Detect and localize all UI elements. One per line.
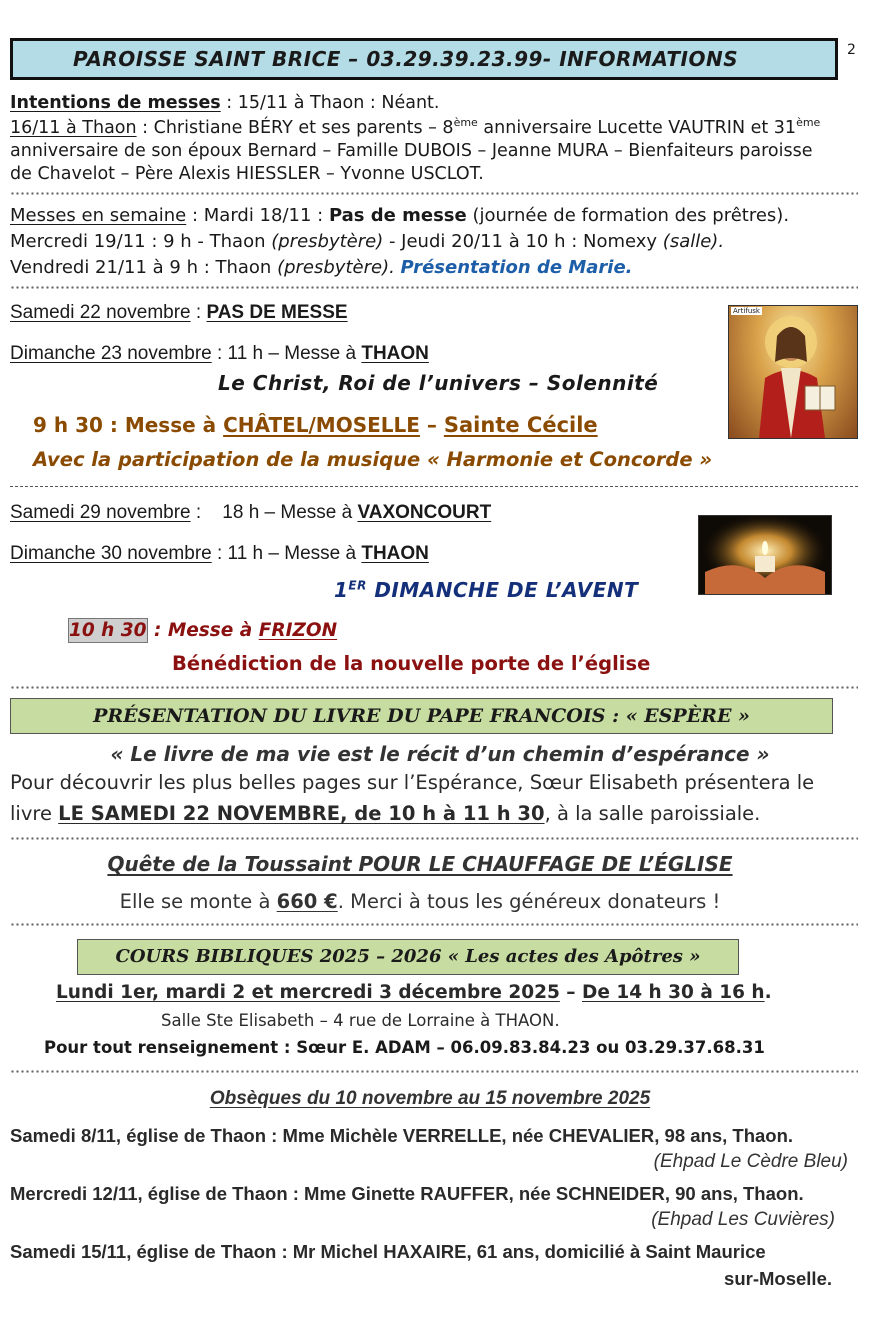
intentions-line3: anniversaire de son époux Bernard – Famille DUBOIS – Jeanne MURA – Bienfaiteurs paroisse [10,141,813,161]
chatel-place: CHÂTEL/MOSELLE [223,413,420,437]
chatel-text: 9 h 30 : Messe à [33,413,224,437]
obseques-item-3-sub: sur-Moselle. [724,1268,832,1289]
sup-eme-1: ème [453,116,478,129]
week2-saturday [10,502,491,524]
week1-sat-label: Samedi 22 novembre [10,302,191,323]
semaine-line2 [10,231,724,252]
intentions-text-b: anniversaire Lucette VAUTRIN et 31 [477,117,797,138]
semaine-l2c: - Jeudi 20/11 à 10 h : Nomexy [383,231,663,252]
frizon-line [68,620,337,641]
semaine-l1c: (journée de formation des prêtres). [466,205,790,226]
semaine-l3a: Vendredi 21/11 à 9 h : Thaon [10,257,278,278]
book-l2a: livre [10,802,59,825]
intentions-line1 [10,93,439,113]
music-line: Avec la participation de la musique « Harmonie et Concorde » [33,448,713,471]
week1-sunday [10,343,429,365]
image-caption: Artifusk [733,307,760,315]
book-l2c: , à la salle paroissiale. [544,802,761,825]
semaine-label: Messes en semaine [10,205,187,226]
cours-dash: – [559,982,582,1003]
separator [10,285,858,291]
week1-saturday [10,302,348,324]
week1-sun-text: : 11 h – Messe à [211,343,362,364]
obseques-item-2: Mercredi 12/11, église de Thaon : Mme Ginette RAUFFER, née SCHNEIDER, 90 ans, Thaon. [10,1183,804,1204]
book-title: PRÉSENTATION DU LIVRE DU PAPE FRANCOIS : « ESPÈRE » [93,705,750,727]
week2-sat-text: : 18 h – Messe à [190,502,358,523]
week1-sun-label: Dimanche 23 novembre [10,343,212,364]
book-line1: Pour découvrir les plus belles pages sur l’Espérance, Sœur Elisabeth présentera le [10,771,815,794]
page-number: 2 [847,42,856,58]
frizon-text: : Messe à [147,620,259,641]
dashed-separator [10,486,858,487]
week2-sunday [10,543,429,565]
obseques-item-1: Samedi 8/11, église de Thaon : Mme Michèle VERRELLE, née CHEVALIER, 98 ans, Thaon. [10,1125,794,1146]
chatel-sep: – [419,413,444,437]
week1-sat-sep: : [190,302,207,323]
christ-king-image [728,305,858,439]
header-banner [10,38,838,80]
week1-feast: Le Christ, Roi de l’univers – Solennité [218,371,659,395]
semaine-l1a: : Mardi 18/11 : [186,205,329,226]
intentions-first: : 15/11 à Thaon : Néant. [220,93,440,113]
cours-title: COURS BIBLIQUES 2025 – 2026 « Les actes des Apôtres » [115,946,701,967]
intentions-line2 [10,116,820,138]
semaine-line3 [10,257,633,278]
cours-contact: Pour tout renseignement : Sœur E. ADAM – 06.09.83.84.23 ou 03.29.37.68.31 [44,1038,765,1057]
quete-text-b: . Merci à tous les généreux donateurs ! [337,890,721,913]
cours-dot: . [764,982,772,1003]
frizon-time: 10 h 30 [69,620,147,641]
cours-place: Salle Ste Elisabeth – 4 rue de Lorraine à THAON. [161,1011,560,1030]
advent-line [334,578,638,602]
semaine-no-mass: Pas de messe [328,205,467,226]
candle-image [698,515,832,595]
quete-text-a: Elle se monte à [119,890,277,913]
obseques-item-1-sub: (Ehpad Le Cèdre Bleu) [653,1151,848,1172]
candle-hands-icon [699,516,831,594]
chatel-line [33,413,598,437]
intentions-text-a: : Christiane BÉRY et ses parents – 8 [136,117,454,138]
chatel-saint: Sainte Cécile [443,413,598,437]
cours-title-banner [77,939,739,975]
header-title: PAROISSE SAINT BRICE – 03.29.39.23.99- INFORMATIONS [73,47,739,71]
separator [10,922,858,928]
separator [10,191,858,197]
separator [10,685,858,691]
semaine-l2b: (presbytère) [271,231,384,252]
week2-sun-label: Dimanche 30 novembre [10,543,212,564]
advent-text: DIMANCHE DE L’AVENT [366,578,639,602]
christ-figure-icon [729,306,857,438]
book-title-banner [10,698,833,734]
obseques-item-3: Samedi 15/11, église de Thaon : Mr Michel HAXAIRE, 61 ans, domicilié à Saint Maurice [10,1241,766,1262]
week1-sat-value: PAS DE MESSE [206,302,348,323]
advent-num: 1 [334,578,349,602]
book-quote: « Le livre de ma vie est le récit d’un chemin d’espérance » [110,742,770,766]
sup-eme-2: ème [796,116,821,129]
separator [10,836,858,842]
quete-amount: 660 € [276,890,338,913]
semaine-l3b: (presbytère). [277,257,395,278]
semaine-l2a: Mercredi 19/11 : 9 h - Thaon [10,231,272,252]
quete-title: Quête de la Toussaint POUR LE CHAUFFAGE DE L’ÉGLISE [107,852,733,876]
separator [10,1069,858,1075]
week2-sun-text: : 11 h – Messe à [211,543,362,564]
book-line2 [10,802,760,825]
semaine-line1 [10,205,789,226]
blessing-line: Bénédiction de la nouvelle porte de l’église [172,652,651,675]
intentions-date-label: 16/11 à Thaon [10,117,137,138]
week2-sat-place: VAXONCOURT [357,502,492,523]
semaine-presentation: Présentation de Marie. [400,257,633,278]
cours-dates: Lundi 1er, mardi 2 et mercredi 3 décembre 2025 [56,982,560,1003]
quete-line [0,890,840,913]
book-date: LE SAMEDI 22 NOVEMBRE, de 10 h à 11 h 30 [58,802,545,825]
obseques-item-2-sub: (Ehpad Les Cuvières) [651,1209,835,1230]
semaine-l2d: (salle). [662,231,725,252]
intentions-line4: de Chavelot – Père Alexis HIESSLER – Yvonne USCLOT. [10,164,484,184]
advent-sup: ER [348,578,367,593]
cours-dates-line [56,982,772,1003]
week1-sun-place: THAON [361,343,429,364]
cours-hours: De 14 h 30 à 16 h [582,982,765,1003]
week2-sat-label: Samedi 29 novembre [10,502,191,523]
week2-sun-place: THAON [361,543,429,564]
obseques-title: Obsèques du 10 novembre au 15 novembre 2025 [209,1088,651,1109]
frizon-place: FRIZON [258,620,338,641]
intentions-label: Intentions de messes [10,93,221,113]
